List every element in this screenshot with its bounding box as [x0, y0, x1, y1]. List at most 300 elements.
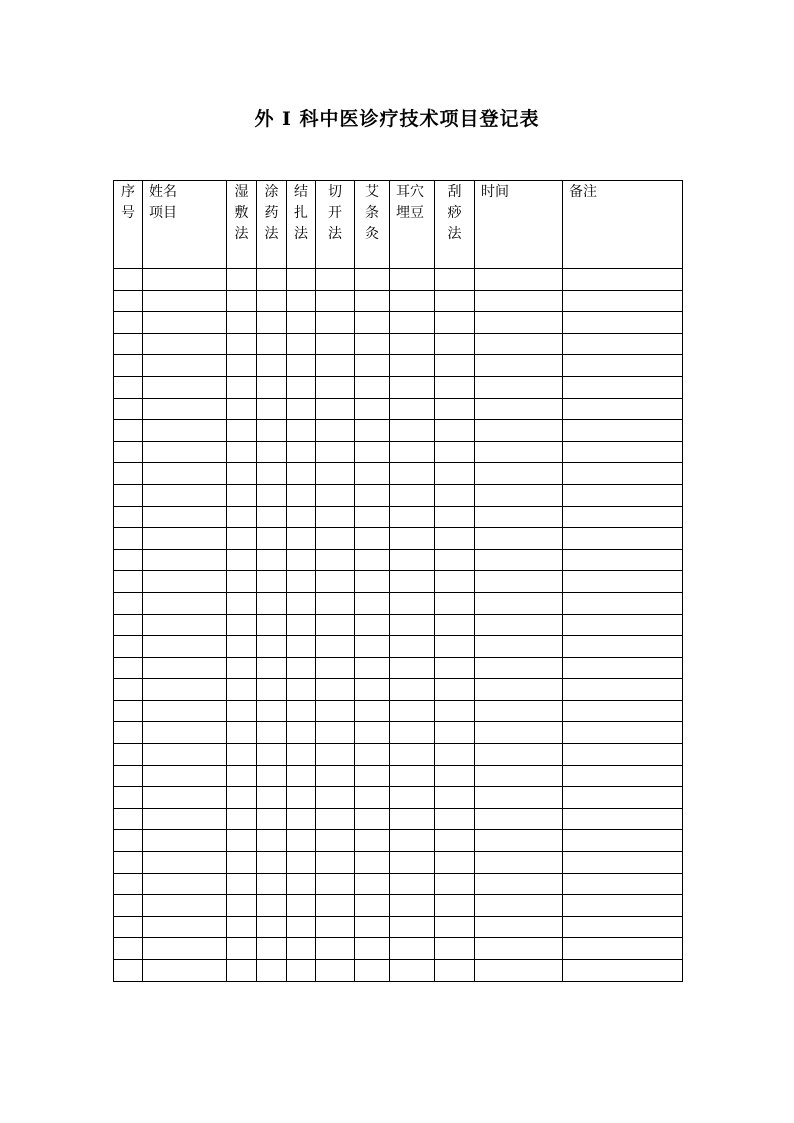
table-cell-ear_seed[interactable] — [390, 614, 435, 636]
table-cell-smear[interactable] — [257, 290, 287, 312]
table-cell-remarks[interactable] — [563, 873, 683, 895]
table-cell-ligation[interactable] — [287, 571, 316, 593]
table-cell-ligation[interactable] — [287, 506, 316, 528]
table-cell-remarks[interactable] — [563, 571, 683, 593]
table-cell-remarks[interactable] — [563, 830, 683, 852]
table-cell-time[interactable] — [475, 938, 563, 960]
table-cell-seq[interactable] — [114, 960, 143, 982]
table-cell-smear[interactable] — [257, 420, 287, 442]
table-cell-ligation[interactable] — [287, 895, 316, 917]
table-cell-ear_seed[interactable] — [390, 420, 435, 442]
table-cell-ear_seed[interactable] — [390, 269, 435, 291]
table-cell-name[interactable] — [143, 614, 227, 636]
table-cell-time[interactable] — [475, 549, 563, 571]
table-cell-moxa[interactable] — [355, 808, 390, 830]
table-cell-remarks[interactable] — [563, 787, 683, 809]
table-cell-remarks[interactable] — [563, 938, 683, 960]
table-cell-name[interactable] — [143, 700, 227, 722]
table-cell-smear[interactable] — [257, 506, 287, 528]
table-cell-ear_seed[interactable] — [390, 830, 435, 852]
table-cell-ligation[interactable] — [287, 484, 316, 506]
table-cell-seq[interactable] — [114, 528, 143, 550]
table-cell-incision[interactable] — [316, 765, 355, 787]
table-cell-smear[interactable] — [257, 592, 287, 614]
table-cell-wet_compress[interactable] — [227, 679, 257, 701]
table-cell-smear[interactable] — [257, 938, 287, 960]
table-cell-moxa[interactable] — [355, 463, 390, 485]
table-cell-ligation[interactable] — [287, 463, 316, 485]
table-cell-time[interactable] — [475, 679, 563, 701]
table-cell-ear_seed[interactable] — [390, 290, 435, 312]
table-cell-wet_compress[interactable] — [227, 916, 257, 938]
table-cell-scraping[interactable] — [435, 420, 475, 442]
table-cell-time[interactable] — [475, 960, 563, 982]
table-cell-ear_seed[interactable] — [390, 938, 435, 960]
table-cell-scraping[interactable] — [435, 852, 475, 874]
table-cell-name[interactable] — [143, 787, 227, 809]
table-cell-ear_seed[interactable] — [390, 895, 435, 917]
table-cell-seq[interactable] — [114, 830, 143, 852]
table-cell-scraping[interactable] — [435, 895, 475, 917]
table-cell-wet_compress[interactable] — [227, 830, 257, 852]
table-cell-seq[interactable] — [114, 852, 143, 874]
table-cell-seq[interactable] — [114, 420, 143, 442]
table-cell-time[interactable] — [475, 463, 563, 485]
table-cell-ligation[interactable] — [287, 960, 316, 982]
table-cell-smear[interactable] — [257, 355, 287, 377]
table-cell-time[interactable] — [475, 916, 563, 938]
table-cell-smear[interactable] — [257, 960, 287, 982]
table-cell-remarks[interactable] — [563, 636, 683, 658]
table-cell-ear_seed[interactable] — [390, 441, 435, 463]
table-cell-smear[interactable] — [257, 700, 287, 722]
table-cell-remarks[interactable] — [563, 376, 683, 398]
table-cell-smear[interactable] — [257, 333, 287, 355]
table-cell-time[interactable] — [475, 506, 563, 528]
table-cell-ear_seed[interactable] — [390, 571, 435, 593]
table-cell-scraping[interactable] — [435, 376, 475, 398]
table-cell-wet_compress[interactable] — [227, 376, 257, 398]
table-cell-moxa[interactable] — [355, 938, 390, 960]
table-cell-name[interactable] — [143, 744, 227, 766]
table-cell-ligation[interactable] — [287, 722, 316, 744]
table-cell-remarks[interactable] — [563, 592, 683, 614]
table-cell-moxa[interactable] — [355, 312, 390, 334]
table-cell-incision[interactable] — [316, 592, 355, 614]
table-cell-wet_compress[interactable] — [227, 484, 257, 506]
table-cell-ligation[interactable] — [287, 441, 316, 463]
table-cell-ligation[interactable] — [287, 830, 316, 852]
table-cell-wet_compress[interactable] — [227, 614, 257, 636]
table-cell-scraping[interactable] — [435, 744, 475, 766]
table-cell-incision[interactable] — [316, 808, 355, 830]
table-cell-ear_seed[interactable] — [390, 873, 435, 895]
table-cell-scraping[interactable] — [435, 636, 475, 658]
table-cell-name[interactable] — [143, 722, 227, 744]
table-cell-seq[interactable] — [114, 679, 143, 701]
table-cell-incision[interactable] — [316, 960, 355, 982]
table-cell-wet_compress[interactable] — [227, 269, 257, 291]
table-cell-remarks[interactable] — [563, 722, 683, 744]
table-cell-wet_compress[interactable] — [227, 700, 257, 722]
table-cell-incision[interactable] — [316, 376, 355, 398]
table-cell-smear[interactable] — [257, 765, 287, 787]
table-cell-moxa[interactable] — [355, 830, 390, 852]
table-cell-moxa[interactable] — [355, 333, 390, 355]
table-cell-seq[interactable] — [114, 636, 143, 658]
table-cell-name[interactable] — [143, 528, 227, 550]
table-cell-ligation[interactable] — [287, 636, 316, 658]
table-cell-wet_compress[interactable] — [227, 463, 257, 485]
table-cell-time[interactable] — [475, 895, 563, 917]
table-cell-seq[interactable] — [114, 312, 143, 334]
table-cell-name[interactable] — [143, 895, 227, 917]
table-cell-remarks[interactable] — [563, 269, 683, 291]
table-cell-moxa[interactable] — [355, 376, 390, 398]
table-cell-moxa[interactable] — [355, 506, 390, 528]
table-cell-moxa[interactable] — [355, 420, 390, 442]
table-cell-time[interactable] — [475, 528, 563, 550]
table-cell-scraping[interactable] — [435, 571, 475, 593]
table-cell-time[interactable] — [475, 787, 563, 809]
table-cell-seq[interactable] — [114, 376, 143, 398]
table-cell-name[interactable] — [143, 376, 227, 398]
table-cell-time[interactable] — [475, 744, 563, 766]
table-cell-seq[interactable] — [114, 657, 143, 679]
table-cell-ligation[interactable] — [287, 873, 316, 895]
table-cell-time[interactable] — [475, 614, 563, 636]
table-cell-seq[interactable] — [114, 895, 143, 917]
table-cell-ear_seed[interactable] — [390, 549, 435, 571]
table-cell-time[interactable] — [475, 852, 563, 874]
table-cell-ligation[interactable] — [287, 700, 316, 722]
table-cell-smear[interactable] — [257, 895, 287, 917]
table-cell-name[interactable] — [143, 808, 227, 830]
table-cell-ear_seed[interactable] — [390, 787, 435, 809]
table-cell-scraping[interactable] — [435, 873, 475, 895]
table-cell-scraping[interactable] — [435, 765, 475, 787]
table-cell-ligation[interactable] — [287, 420, 316, 442]
table-cell-name[interactable] — [143, 571, 227, 593]
table-cell-wet_compress[interactable] — [227, 528, 257, 550]
table-cell-incision[interactable] — [316, 744, 355, 766]
table-cell-ligation[interactable] — [287, 312, 316, 334]
table-cell-ear_seed[interactable] — [390, 506, 435, 528]
table-cell-time[interactable] — [475, 333, 563, 355]
table-cell-smear[interactable] — [257, 744, 287, 766]
table-cell-seq[interactable] — [114, 463, 143, 485]
table-cell-time[interactable] — [475, 700, 563, 722]
table-cell-incision[interactable] — [316, 916, 355, 938]
table-cell-name[interactable] — [143, 852, 227, 874]
table-cell-incision[interactable] — [316, 636, 355, 658]
table-cell-moxa[interactable] — [355, 636, 390, 658]
table-cell-name[interactable] — [143, 657, 227, 679]
table-cell-incision[interactable] — [316, 420, 355, 442]
table-cell-scraping[interactable] — [435, 916, 475, 938]
table-cell-incision[interactable] — [316, 852, 355, 874]
table-cell-wet_compress[interactable] — [227, 852, 257, 874]
table-cell-smear[interactable] — [257, 269, 287, 291]
table-cell-remarks[interactable] — [563, 679, 683, 701]
table-cell-smear[interactable] — [257, 549, 287, 571]
table-cell-wet_compress[interactable] — [227, 441, 257, 463]
table-cell-name[interactable] — [143, 636, 227, 658]
table-cell-wet_compress[interactable] — [227, 787, 257, 809]
table-cell-ear_seed[interactable] — [390, 916, 435, 938]
table-cell-ear_seed[interactable] — [390, 722, 435, 744]
table-cell-remarks[interactable] — [563, 549, 683, 571]
table-cell-remarks[interactable] — [563, 614, 683, 636]
table-cell-wet_compress[interactable] — [227, 355, 257, 377]
table-cell-time[interactable] — [475, 269, 563, 291]
table-cell-moxa[interactable] — [355, 549, 390, 571]
table-cell-ear_seed[interactable] — [390, 528, 435, 550]
table-cell-moxa[interactable] — [355, 679, 390, 701]
table-cell-ligation[interactable] — [287, 938, 316, 960]
table-cell-scraping[interactable] — [435, 830, 475, 852]
table-cell-seq[interactable] — [114, 765, 143, 787]
table-cell-ear_seed[interactable] — [390, 808, 435, 830]
table-cell-time[interactable] — [475, 484, 563, 506]
table-cell-ear_seed[interactable] — [390, 960, 435, 982]
table-cell-ligation[interactable] — [287, 333, 316, 355]
table-cell-wet_compress[interactable] — [227, 398, 257, 420]
table-cell-smear[interactable] — [257, 657, 287, 679]
table-cell-smear[interactable] — [257, 398, 287, 420]
table-cell-incision[interactable] — [316, 830, 355, 852]
table-cell-ligation[interactable] — [287, 269, 316, 291]
table-cell-incision[interactable] — [316, 787, 355, 809]
table-cell-smear[interactable] — [257, 722, 287, 744]
table-cell-wet_compress[interactable] — [227, 744, 257, 766]
table-cell-moxa[interactable] — [355, 657, 390, 679]
table-cell-scraping[interactable] — [435, 657, 475, 679]
table-cell-scraping[interactable] — [435, 312, 475, 334]
table-cell-name[interactable] — [143, 549, 227, 571]
table-cell-smear[interactable] — [257, 787, 287, 809]
table-cell-remarks[interactable] — [563, 852, 683, 874]
table-cell-remarks[interactable] — [563, 744, 683, 766]
table-cell-wet_compress[interactable] — [227, 960, 257, 982]
table-cell-seq[interactable] — [114, 549, 143, 571]
table-cell-ligation[interactable] — [287, 592, 316, 614]
table-cell-seq[interactable] — [114, 333, 143, 355]
table-cell-name[interactable] — [143, 830, 227, 852]
table-cell-moxa[interactable] — [355, 960, 390, 982]
table-cell-scraping[interactable] — [435, 938, 475, 960]
table-cell-incision[interactable] — [316, 463, 355, 485]
table-cell-moxa[interactable] — [355, 592, 390, 614]
table-cell-scraping[interactable] — [435, 787, 475, 809]
table-cell-remarks[interactable] — [563, 463, 683, 485]
table-cell-smear[interactable] — [257, 463, 287, 485]
table-cell-remarks[interactable] — [563, 484, 683, 506]
table-cell-wet_compress[interactable] — [227, 420, 257, 442]
table-cell-remarks[interactable] — [563, 290, 683, 312]
table-cell-name[interactable] — [143, 312, 227, 334]
table-cell-ligation[interactable] — [287, 916, 316, 938]
table-cell-ear_seed[interactable] — [390, 355, 435, 377]
table-cell-ligation[interactable] — [287, 852, 316, 874]
table-cell-time[interactable] — [475, 420, 563, 442]
table-cell-ear_seed[interactable] — [390, 679, 435, 701]
table-cell-scraping[interactable] — [435, 960, 475, 982]
table-cell-moxa[interactable] — [355, 571, 390, 593]
table-cell-scraping[interactable] — [435, 290, 475, 312]
table-cell-seq[interactable] — [114, 355, 143, 377]
table-cell-smear[interactable] — [257, 571, 287, 593]
table-cell-wet_compress[interactable] — [227, 549, 257, 571]
table-cell-ear_seed[interactable] — [390, 636, 435, 658]
table-cell-smear[interactable] — [257, 873, 287, 895]
table-cell-remarks[interactable] — [563, 700, 683, 722]
table-cell-remarks[interactable] — [563, 355, 683, 377]
table-cell-seq[interactable] — [114, 808, 143, 830]
table-cell-ear_seed[interactable] — [390, 463, 435, 485]
table-cell-time[interactable] — [475, 355, 563, 377]
table-cell-smear[interactable] — [257, 312, 287, 334]
table-cell-ear_seed[interactable] — [390, 333, 435, 355]
table-cell-time[interactable] — [475, 830, 563, 852]
table-cell-seq[interactable] — [114, 506, 143, 528]
table-cell-time[interactable] — [475, 571, 563, 593]
table-cell-incision[interactable] — [316, 528, 355, 550]
table-cell-smear[interactable] — [257, 916, 287, 938]
table-cell-ligation[interactable] — [287, 657, 316, 679]
table-cell-moxa[interactable] — [355, 398, 390, 420]
table-cell-name[interactable] — [143, 420, 227, 442]
table-cell-scraping[interactable] — [435, 398, 475, 420]
table-cell-moxa[interactable] — [355, 852, 390, 874]
table-cell-incision[interactable] — [316, 312, 355, 334]
table-cell-time[interactable] — [475, 290, 563, 312]
table-cell-name[interactable] — [143, 506, 227, 528]
table-cell-moxa[interactable] — [355, 895, 390, 917]
table-cell-incision[interactable] — [316, 333, 355, 355]
table-cell-remarks[interactable] — [563, 895, 683, 917]
table-cell-name[interactable] — [143, 873, 227, 895]
table-cell-ligation[interactable] — [287, 528, 316, 550]
table-cell-wet_compress[interactable] — [227, 571, 257, 593]
table-cell-scraping[interactable] — [435, 463, 475, 485]
table-cell-time[interactable] — [475, 636, 563, 658]
table-cell-scraping[interactable] — [435, 484, 475, 506]
table-cell-remarks[interactable] — [563, 506, 683, 528]
table-cell-wet_compress[interactable] — [227, 808, 257, 830]
table-cell-name[interactable] — [143, 441, 227, 463]
table-cell-smear[interactable] — [257, 376, 287, 398]
table-cell-name[interactable] — [143, 355, 227, 377]
table-cell-name[interactable] — [143, 269, 227, 291]
table-cell-remarks[interactable] — [563, 657, 683, 679]
table-cell-scraping[interactable] — [435, 269, 475, 291]
table-cell-ligation[interactable] — [287, 398, 316, 420]
table-cell-name[interactable] — [143, 333, 227, 355]
table-cell-scraping[interactable] — [435, 549, 475, 571]
table-cell-moxa[interactable] — [355, 765, 390, 787]
table-cell-scraping[interactable] — [435, 679, 475, 701]
table-cell-remarks[interactable] — [563, 765, 683, 787]
table-cell-ligation[interactable] — [287, 549, 316, 571]
table-cell-incision[interactable] — [316, 355, 355, 377]
table-cell-wet_compress[interactable] — [227, 765, 257, 787]
table-cell-incision[interactable] — [316, 398, 355, 420]
table-cell-incision[interactable] — [316, 614, 355, 636]
table-cell-seq[interactable] — [114, 614, 143, 636]
table-cell-ligation[interactable] — [287, 355, 316, 377]
table-cell-incision[interactable] — [316, 722, 355, 744]
table-cell-remarks[interactable] — [563, 528, 683, 550]
table-cell-ear_seed[interactable] — [390, 398, 435, 420]
table-cell-remarks[interactable] — [563, 916, 683, 938]
table-cell-wet_compress[interactable] — [227, 657, 257, 679]
table-cell-incision[interactable] — [316, 290, 355, 312]
table-cell-ear_seed[interactable] — [390, 700, 435, 722]
table-cell-ear_seed[interactable] — [390, 312, 435, 334]
table-cell-seq[interactable] — [114, 269, 143, 291]
table-cell-wet_compress[interactable] — [227, 592, 257, 614]
table-cell-ear_seed[interactable] — [390, 744, 435, 766]
table-cell-incision[interactable] — [316, 269, 355, 291]
table-cell-name[interactable] — [143, 960, 227, 982]
table-cell-name[interactable] — [143, 679, 227, 701]
table-cell-ear_seed[interactable] — [390, 484, 435, 506]
table-cell-incision[interactable] — [316, 873, 355, 895]
table-cell-time[interactable] — [475, 657, 563, 679]
table-cell-remarks[interactable] — [563, 960, 683, 982]
table-cell-incision[interactable] — [316, 938, 355, 960]
table-cell-ear_seed[interactable] — [390, 852, 435, 874]
table-cell-moxa[interactable] — [355, 916, 390, 938]
table-cell-time[interactable] — [475, 592, 563, 614]
table-cell-smear[interactable] — [257, 852, 287, 874]
table-cell-smear[interactable] — [257, 808, 287, 830]
table-cell-time[interactable] — [475, 873, 563, 895]
table-cell-moxa[interactable] — [355, 290, 390, 312]
table-cell-smear[interactable] — [257, 679, 287, 701]
table-cell-moxa[interactable] — [355, 873, 390, 895]
table-cell-wet_compress[interactable] — [227, 895, 257, 917]
table-cell-moxa[interactable] — [355, 528, 390, 550]
table-cell-remarks[interactable] — [563, 808, 683, 830]
table-cell-scraping[interactable] — [435, 722, 475, 744]
table-cell-incision[interactable] — [316, 571, 355, 593]
table-cell-time[interactable] — [475, 765, 563, 787]
table-cell-scraping[interactable] — [435, 614, 475, 636]
table-cell-wet_compress[interactable] — [227, 873, 257, 895]
table-cell-incision[interactable] — [316, 484, 355, 506]
table-cell-name[interactable] — [143, 290, 227, 312]
table-cell-name[interactable] — [143, 463, 227, 485]
table-cell-wet_compress[interactable] — [227, 722, 257, 744]
table-cell-moxa[interactable] — [355, 484, 390, 506]
table-cell-incision[interactable] — [316, 441, 355, 463]
table-cell-scraping[interactable] — [435, 528, 475, 550]
table-cell-seq[interactable] — [114, 787, 143, 809]
table-cell-incision[interactable] — [316, 506, 355, 528]
table-cell-seq[interactable] — [114, 571, 143, 593]
table-cell-incision[interactable] — [316, 895, 355, 917]
table-cell-time[interactable] — [475, 808, 563, 830]
table-cell-seq[interactable] — [114, 398, 143, 420]
table-cell-smear[interactable] — [257, 484, 287, 506]
table-cell-moxa[interactable] — [355, 700, 390, 722]
table-cell-incision[interactable] — [316, 700, 355, 722]
table-cell-ligation[interactable] — [287, 679, 316, 701]
table-cell-ear_seed[interactable] — [390, 376, 435, 398]
table-cell-scraping[interactable] — [435, 592, 475, 614]
